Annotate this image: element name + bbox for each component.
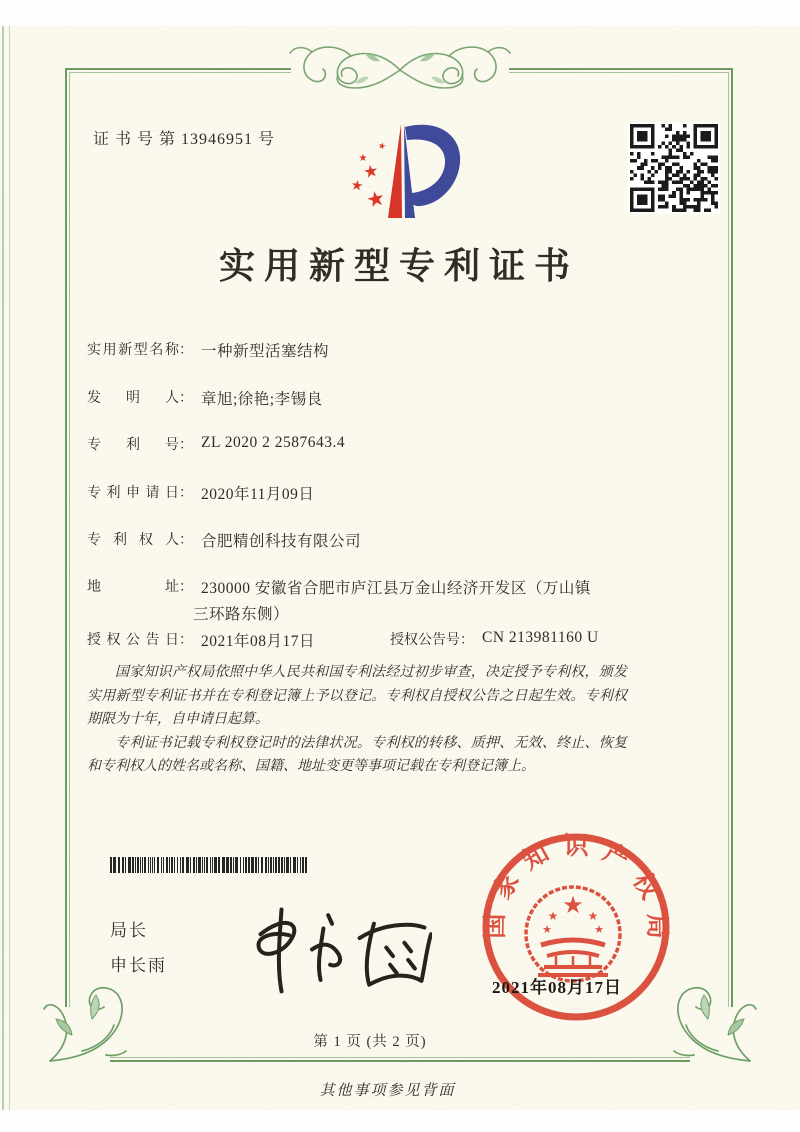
signature-icon xyxy=(232,896,432,1001)
field-label: 授权公告日 xyxy=(87,633,179,648)
field-label: 地址 xyxy=(87,580,179,595)
flourish-bottom-left-icon xyxy=(42,973,152,1068)
field-row-address xyxy=(87,576,591,598)
field-colon: ： xyxy=(179,486,193,501)
legal-paragraph-1: 国家知识产权局依照中华人民共和国专利法经过初步审查，决定授予专利权，颁发实用新型专利证书并在专利登记簿上予以登记。专利权自授权公告之日起生效。专利权期限为十年，自申请日起算。 xyxy=(87,665,627,727)
field-value: ZL 2020 2 2587643.4 xyxy=(201,434,346,451)
signer-name: 申长雨 xyxy=(110,956,167,975)
field-row-patentee xyxy=(87,529,361,551)
field-label: 专利号 xyxy=(87,438,179,453)
field-value: 合肥精创科技有限公司 xyxy=(201,533,362,550)
field-colon: ： xyxy=(179,343,193,358)
national-emblem-icon xyxy=(526,887,620,981)
field-value-address-line2: 三环路东侧） xyxy=(193,606,290,623)
legal-text-block xyxy=(87,661,627,779)
field-label: 专利申请日 xyxy=(87,486,179,501)
field-row-inventors xyxy=(87,387,323,409)
field-value: CN 213981160 U xyxy=(482,629,599,646)
field-value: 2021年08月17日 xyxy=(201,633,316,650)
field-label: 实用新型名称 xyxy=(87,343,179,358)
field-colon: ： xyxy=(179,580,193,595)
flourish-top-center-icon xyxy=(285,43,515,97)
field-label: 专利权人 xyxy=(87,533,179,548)
field-value: 230000 安徽省合肥市庐江县万金山经济开发区（万山镇 xyxy=(201,580,591,597)
signer-title: 局长 xyxy=(110,921,148,940)
field-row-patent-name xyxy=(87,339,329,361)
legal-paragraph-2: 专利证书记载专利权登记时的法律状况。专利权的转移、质押、无效、终止、恢复和专利权人的姓名或名称、国籍、地址变更等事项记载在专利登记簿上。 xyxy=(87,735,627,774)
svg-text:★: ★ xyxy=(358,153,368,164)
seal-text: 国家知识产权局 xyxy=(481,833,671,939)
svg-text:★: ★ xyxy=(542,923,552,936)
svg-text:★: ★ xyxy=(562,891,584,919)
field-label: 发明人 xyxy=(87,391,179,406)
field-label: 授权公告号 xyxy=(390,633,460,648)
svg-text:★: ★ xyxy=(594,923,604,936)
field-row-grant-number xyxy=(390,629,599,649)
field-value: 2020年11月09日 xyxy=(201,486,315,503)
scan-margin-bottom xyxy=(0,1110,800,1132)
field-value: 一种新型活塞结构 xyxy=(201,343,330,360)
field-colon: ： xyxy=(179,533,193,548)
certificate-number: 证 书 号 第 13946951 号 xyxy=(93,131,276,148)
field-colon: ： xyxy=(179,633,193,648)
barcode xyxy=(110,857,310,873)
qr-code xyxy=(628,122,720,214)
field-row-grant-date xyxy=(87,629,315,651)
svg-text:★: ★ xyxy=(587,909,599,923)
certificate-title: 实用新型专利证书 xyxy=(218,246,579,286)
field-row-patent-number xyxy=(87,434,345,454)
cnipa-logo-icon xyxy=(338,116,466,234)
svg-text:★: ★ xyxy=(547,909,559,923)
field-colon: ： xyxy=(179,391,193,406)
scan-margin-top xyxy=(0,0,800,26)
seal-date: 2021年08月17日 xyxy=(492,978,622,997)
svg-text:★: ★ xyxy=(361,160,381,184)
svg-text:★: ★ xyxy=(364,185,388,213)
field-colon: ： xyxy=(460,633,474,648)
field-value: 章旭;徐艳;李锡良 xyxy=(201,391,323,408)
page-number: 第 1 页 (共 2 页) xyxy=(313,1034,427,1050)
back-side-note: 其他事项参见背面 xyxy=(319,1083,456,1099)
field-row-filing-date xyxy=(87,482,314,504)
svg-text:★: ★ xyxy=(349,177,365,195)
scan-edge-line xyxy=(2,26,10,1110)
field-colon: ： xyxy=(179,438,193,453)
svg-text:★: ★ xyxy=(376,141,387,153)
